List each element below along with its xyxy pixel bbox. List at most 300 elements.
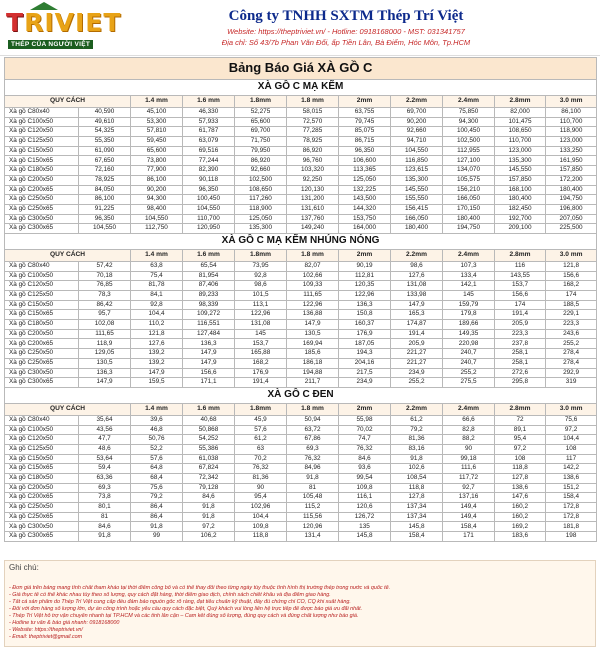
price-cell: 61,787: [183, 127, 235, 137]
price-cell: 135,300: [391, 175, 443, 185]
price-cell: 80,1: [79, 503, 131, 513]
price-cell: 272,6: [495, 368, 546, 378]
price-cell: 149,240: [287, 224, 339, 234]
price-cell: 121,8: [131, 329, 183, 339]
price-cell: 91,8: [287, 474, 339, 484]
price-cell: 109,272: [183, 310, 235, 320]
price-cell: 86,100: [546, 108, 597, 118]
price-cell: 181,8: [546, 522, 597, 532]
price-cell: 135,300: [235, 224, 287, 234]
price-cell: 153,7: [235, 339, 287, 349]
price-cell: 92,660: [391, 127, 443, 137]
price-cell: 76,32: [287, 454, 339, 464]
price-cell: 179,8: [443, 310, 495, 320]
price-cell: 158,4: [391, 532, 443, 542]
table-row: [5, 224, 597, 234]
price-cell: 70,2: [235, 454, 287, 464]
price-cell: 221,27: [391, 358, 443, 368]
price-cell: 91,225: [79, 204, 131, 214]
price-cell: 159,79: [443, 300, 495, 310]
price-cell: 49,610: [79, 117, 131, 127]
price-cell: 132,225: [339, 185, 391, 195]
column-header: 1.4 mm: [131, 249, 183, 261]
price-cell: 73,8: [79, 493, 131, 503]
price-cell: 187,05: [339, 339, 391, 349]
price-cell: 258,1: [495, 358, 546, 368]
row-spec-cell: Xà gồ C250x65: [5, 204, 79, 214]
price-cell: 104,550: [183, 204, 235, 214]
price-cell: 35,64: [79, 415, 131, 425]
price-cell: 164,000: [339, 224, 391, 234]
price-cell: 142,1: [443, 281, 495, 291]
price-cell: 147,9: [183, 358, 235, 368]
price-cell: 139,2: [131, 358, 183, 368]
price-cell: 188,5: [546, 300, 597, 310]
column-header: 1.8 mm: [287, 96, 339, 108]
price-cell: 151,2: [546, 483, 597, 493]
row-spec-cell: Xà gồ C120x50: [5, 435, 79, 445]
price-cell: 108,650: [235, 185, 287, 195]
price-cell: 94,300: [443, 117, 495, 127]
price-cell: 156,6: [495, 291, 546, 301]
price-cell: 137,16: [443, 493, 495, 503]
price-cell: 67,824: [183, 464, 235, 474]
price-cell: 120,6: [339, 503, 391, 513]
price-cell: 110,700: [183, 214, 235, 224]
section-title-row: [5, 233, 597, 249]
price-cell: 65,600: [235, 117, 287, 127]
price-cell: 158,4: [443, 522, 495, 532]
price-cell: 40,68: [183, 415, 235, 425]
price-cell: 205,9: [495, 320, 546, 330]
price-cell: 147,6: [495, 493, 546, 503]
price-cell: 131,4: [287, 532, 339, 542]
row-spec-cell: Xà gồ C100x50: [5, 271, 79, 281]
price-cell: 165,3: [391, 310, 443, 320]
price-cell: 93,6: [339, 464, 391, 474]
price-cell: 55,386: [183, 444, 235, 454]
price-cell: 70,02: [339, 425, 391, 435]
price-cell: 72,570: [287, 117, 339, 127]
table-row: [5, 522, 597, 532]
price-cell: 76,32: [339, 444, 391, 454]
price-cell: 98,339: [183, 300, 235, 310]
price-cell: 73,800: [131, 156, 183, 166]
price-cell: 147,9: [391, 300, 443, 310]
price-cell: 138,6: [495, 483, 546, 493]
price-cell: 292,9: [546, 368, 597, 378]
section-title: XÀ GỒ C MẠ KẼM NHÚNG NÓNG: [5, 233, 597, 249]
price-cell: 107,3: [443, 261, 495, 271]
price-cell: 96,350: [183, 185, 235, 195]
price-cell: 237,8: [495, 339, 546, 349]
price-cell: 76,85: [79, 281, 131, 291]
price-cell: 150,8: [339, 310, 391, 320]
price-cell: 157,850: [495, 175, 546, 185]
table-row: [5, 175, 597, 185]
price-cell: 69,700: [391, 108, 443, 118]
price-cell: 145,550: [391, 185, 443, 195]
table-row: [5, 291, 597, 301]
price-cell: 166,050: [391, 214, 443, 224]
price-cell: 72,342: [183, 474, 235, 484]
price-cell: 176,9: [235, 368, 287, 378]
price-cell: 108: [495, 454, 546, 464]
price-cell: 169,2: [495, 522, 546, 532]
column-header: QUY CÁCH: [5, 249, 131, 261]
price-cell: 120,96: [287, 522, 339, 532]
price-cell: 127,100: [443, 156, 495, 166]
price-cell: 91,8: [391, 454, 443, 464]
price-cell: 99,54: [339, 474, 391, 484]
price-cell: 295,8: [495, 378, 546, 388]
price-cell: 149,35: [443, 329, 495, 339]
price-cell: 102,96: [235, 503, 287, 513]
price-cell: 117,72: [443, 474, 495, 484]
price-cell: 223,3: [495, 329, 546, 339]
price-cell: 158,4: [546, 493, 597, 503]
row-spec-cell: Xà gồ C180x50: [5, 166, 79, 176]
price-cell: 91,8: [183, 512, 235, 522]
price-cell: 59,450: [131, 137, 183, 147]
price-cell: 106,600: [339, 156, 391, 166]
price-cell: 117,260: [235, 195, 287, 205]
column-header: 2.8mm: [495, 249, 546, 261]
price-cell: 125,050: [235, 214, 287, 224]
price-cell: 194,88: [287, 368, 339, 378]
price-cell: 139,2: [131, 349, 183, 359]
column-header: 2.2mm: [391, 403, 443, 415]
row-spec-cell: Xà gồ C150x50: [5, 146, 79, 156]
price-cell: 122,96: [235, 310, 287, 320]
price-cell: 82,390: [183, 166, 235, 176]
price-cell: 69,3: [79, 483, 131, 493]
row-spec-cell: Xà gồ C200x50: [5, 483, 79, 493]
price-cell: 65,600: [131, 146, 183, 156]
row-spec-cell: Xà gồ C150x65: [5, 464, 79, 474]
table-row: [5, 310, 597, 320]
company-logo: [4, 2, 122, 54]
price-cell: 211,7: [287, 378, 339, 388]
price-cell: 97,2: [183, 522, 235, 532]
price-cell: 77,244: [183, 156, 235, 166]
price-cell: 160,2: [495, 512, 546, 522]
price-cell: 86,100: [131, 175, 183, 185]
price-cell: 127,6: [391, 271, 443, 281]
row-spec-cell: Xà gồ C120x50: [5, 281, 79, 291]
section-title-row: [5, 80, 597, 96]
column-header: 2.8mm: [495, 403, 546, 415]
price-cell: 63,755: [339, 108, 391, 118]
price-cell: 98,6: [391, 261, 443, 271]
column-header-row: [5, 249, 597, 261]
price-cell: 96,350: [339, 146, 391, 156]
price-cell: 180,400: [443, 214, 495, 224]
table-row: [5, 444, 597, 454]
price-cell: 153,750: [339, 214, 391, 224]
price-cell: 63,72: [287, 425, 339, 435]
price-cell: 91,8: [79, 532, 131, 542]
price-cell: 116,551: [183, 320, 235, 330]
note-line: - Thép Trí Việt hỗ trợ vận chuyển nhanh tại TP.HCM và các tỉnh lân cận – Cam kết đúng số lượng, đúng quy cách và đúng chất lượng như báo giá.: [9, 613, 359, 619]
price-cell: 59,4: [79, 464, 131, 474]
price-cell: 50,76: [131, 435, 183, 445]
price-cell: 131,610: [287, 204, 339, 214]
price-cell: 82,000: [495, 108, 546, 118]
price-cell: 57,6: [131, 454, 183, 464]
price-cell: 97,2: [546, 425, 597, 435]
price-cell: 57,933: [183, 117, 235, 127]
table-row: [5, 425, 597, 435]
note-line: - Hotline tư vấn & báo giá nhanh: 0918168000: [9, 620, 120, 626]
price-cell: 89,1: [495, 425, 546, 435]
price-cell: 63,8: [131, 261, 183, 271]
price-cell: 145: [443, 291, 495, 301]
price-cell: 92,660: [235, 166, 287, 176]
table-row: [5, 156, 597, 166]
row-spec-cell: Xà gồ C180x50: [5, 320, 79, 330]
price-cell: 123,000: [495, 146, 546, 156]
price-cell: 84,050: [79, 185, 131, 195]
price-cell: 159,5: [131, 378, 183, 388]
price-cell: 46,8: [131, 425, 183, 435]
price-cell: 161,950: [546, 156, 597, 166]
price-cell: 54,325: [79, 127, 131, 137]
price-cell: 88,2: [443, 435, 495, 445]
row-spec-cell: Xà gồ C120x50: [5, 127, 79, 137]
price-cell: 69,516: [183, 146, 235, 156]
price-cell: 110,700: [495, 137, 546, 147]
price-table-container: [4, 57, 596, 542]
price-cell: 74,7: [339, 435, 391, 445]
price-cell: 131,200: [287, 195, 339, 205]
price-cell: 147,9: [131, 368, 183, 378]
price-cell: 95,4: [495, 435, 546, 445]
price-cell: 91,8: [131, 522, 183, 532]
price-cell: 77,285: [287, 127, 339, 137]
price-cell: 137,760: [287, 214, 339, 224]
price-cell: 194,750: [546, 195, 597, 205]
price-cell: 108: [546, 444, 597, 454]
table-row: [5, 474, 597, 484]
column-header: 2mm: [339, 249, 391, 261]
section-title: XÀ GỒ C ĐEN: [5, 387, 597, 403]
price-cell: 63: [235, 444, 287, 454]
row-spec-cell: Xà gồ C125x50: [5, 291, 79, 301]
price-cell: 278,4: [546, 349, 597, 359]
price-cell: 86,4: [131, 512, 183, 522]
price-cell: 61,2: [391, 415, 443, 425]
price-cell: 109,8: [235, 522, 287, 532]
price-cell: 78,3: [79, 291, 131, 301]
price-cell: 143,500: [339, 195, 391, 205]
price-cell: 258,1: [495, 349, 546, 359]
table-row: [5, 415, 597, 425]
section-title-row: [5, 387, 597, 403]
price-cell: 98,400: [131, 204, 183, 214]
row-spec-cell: Xà gồ C300x65: [5, 224, 79, 234]
price-cell: 196,800: [546, 204, 597, 214]
price-cell: 112,955: [443, 146, 495, 156]
column-header: 3.0 mm: [546, 403, 597, 415]
note-line: - Website: https://theptriviet.vn/: [9, 627, 83, 633]
price-cell: 133,4: [443, 271, 495, 281]
price-cell: 129,05: [79, 349, 131, 359]
price-cell: 145,8: [391, 522, 443, 532]
price-cell: 78,925: [79, 175, 131, 185]
column-header: 1.6 mm: [183, 249, 235, 261]
price-cell: 160,2: [495, 503, 546, 513]
notes-title: Ghi chú:: [9, 563, 39, 572]
price-cell: 123,615: [391, 166, 443, 176]
price-table: [4, 57, 597, 542]
table-row: [5, 378, 597, 388]
note-line: - Đối với đơn hàng số lượng lớn, dự án công trình hoặc yêu cầu quy cách đặc biệt, Quý khách vui lòng liên hệ trực tiếp để được báo giá ưu đãi nhất.: [9, 606, 363, 612]
table-row: [5, 281, 597, 291]
price-cell: 90,19: [339, 261, 391, 271]
row-spec-cell: Xà gồ C200x65: [5, 493, 79, 503]
price-cell: 223,3: [546, 320, 597, 330]
row-spec-cell: Xà gồ C300x65: [5, 378, 79, 388]
price-cell: 137,34: [391, 503, 443, 513]
price-cell: 191,4: [235, 378, 287, 388]
price-cell: 123,000: [546, 137, 597, 147]
price-cell: 198: [546, 532, 597, 542]
price-cell: 82,07: [287, 261, 339, 271]
row-spec-cell: Xà gồ C80x40: [5, 415, 79, 425]
price-cell: 118,900: [235, 204, 287, 214]
column-header: 2.4mm: [443, 249, 495, 261]
price-cell: 100,450: [183, 195, 235, 205]
price-cell: 64,8: [131, 464, 183, 474]
price-cell: 207,050: [546, 214, 597, 224]
price-cell: 174: [495, 300, 546, 310]
price-cell: 87,406: [183, 281, 235, 291]
column-header: 1.4 mm: [131, 403, 183, 415]
price-cell: 100,450: [443, 127, 495, 137]
price-cell: 81: [79, 512, 131, 522]
table-row: [5, 271, 597, 281]
price-cell: 168,100: [495, 185, 546, 195]
price-cell: 118,8: [391, 483, 443, 493]
price-cell: 116,1: [339, 493, 391, 503]
price-cell: 115,2: [287, 503, 339, 513]
price-cell: 149,4: [443, 512, 495, 522]
price-cell: 156,6: [183, 368, 235, 378]
price-cell: 67,86: [287, 435, 339, 445]
price-cell: 157,850: [546, 166, 597, 176]
price-cell: 194,3: [339, 349, 391, 359]
price-cell: 127,484: [183, 329, 235, 339]
price-cell: 108,650: [495, 127, 546, 137]
row-spec-cell: Xà gồ C250x50: [5, 195, 79, 205]
price-cell: 130,5: [287, 329, 339, 339]
price-cell: 79,2: [391, 425, 443, 435]
price-cell: 90: [443, 444, 495, 454]
price-cell: 81,78: [131, 281, 183, 291]
price-cell: 50,94: [287, 415, 339, 425]
price-cell: 92,250: [287, 175, 339, 185]
price-cell: 104,550: [391, 146, 443, 156]
price-cell: 120,130: [287, 185, 339, 195]
price-cell: 109,8: [339, 483, 391, 493]
price-cell: 131,08: [391, 281, 443, 291]
price-cell: 142,2: [546, 464, 597, 474]
price-cell: 57,42: [79, 261, 131, 271]
table-row: [5, 329, 597, 339]
price-cell: 43,56: [79, 425, 131, 435]
price-cell: 104,4: [235, 512, 287, 522]
price-cell: 143,55: [495, 271, 546, 281]
price-cell: 102,08: [79, 320, 131, 330]
price-cell: 137,34: [391, 512, 443, 522]
price-cell: 101,5: [235, 291, 287, 301]
price-cell: 191,4: [495, 310, 546, 320]
logo-tagline: THÉP CỦA NGƯỜI VIỆT: [8, 40, 93, 49]
row-spec-cell: Xà gồ C125x50: [5, 444, 79, 454]
price-cell: 70,18: [79, 271, 131, 281]
table-row: [5, 339, 597, 349]
row-spec-cell: Xà gồ C80x40: [5, 108, 79, 118]
table-row: [5, 512, 597, 522]
note-line: - Giá thực tế có thể khác nhau tùy theo số lượng, quy cách đặt hàng, thời điểm giao dịch, chính sách chiết khấu và địa điểm giao hàng.: [9, 592, 331, 598]
price-cell: 84,6: [183, 493, 235, 503]
price-cell: 66,6: [443, 415, 495, 425]
price-cell: 90,200: [131, 185, 183, 195]
price-cell: 136,3: [339, 300, 391, 310]
price-cell: 153,7: [495, 281, 546, 291]
price-cell: 133,98: [391, 291, 443, 301]
price-cell: 117: [546, 454, 597, 464]
price-cell: 120,35: [339, 281, 391, 291]
price-cell: 71,750: [235, 137, 287, 147]
price-cell: 102,500: [443, 137, 495, 147]
price-cell: 53,64: [79, 454, 131, 464]
price-cell: 94,710: [391, 137, 443, 147]
row-spec-cell: Xà gồ C250x50: [5, 349, 79, 359]
price-cell: 45,9: [235, 415, 287, 425]
price-cell: 95,4: [235, 493, 287, 503]
price-cell: 63,079: [183, 137, 235, 147]
price-cell: 57,810: [131, 127, 183, 137]
price-cell: 156,210: [443, 185, 495, 195]
price-cell: 240,7: [443, 358, 495, 368]
column-header: 1.8mm: [235, 403, 287, 415]
column-header: 2.4mm: [443, 403, 495, 415]
price-cell: 104,4: [546, 435, 597, 445]
price-cell: 135: [339, 522, 391, 532]
price-cell: 92,8: [131, 300, 183, 310]
price-cell: 225,500: [546, 224, 597, 234]
price-cell: 81,954: [183, 271, 235, 281]
price-cell: 125,050: [339, 175, 391, 185]
price-cell: 90: [235, 483, 287, 493]
price-cell: 83,16: [391, 444, 443, 454]
price-cell: 110,2: [131, 320, 183, 330]
row-spec-cell: Xà gồ C200x50: [5, 175, 79, 185]
row-spec-cell: Xà gồ C250x65: [5, 358, 79, 368]
price-cell: 105,575: [443, 175, 495, 185]
price-cell: 81: [287, 483, 339, 493]
price-cell: 182,450: [495, 204, 546, 214]
price-cell: 189,66: [443, 320, 495, 330]
price-cell: 102,500: [235, 175, 287, 185]
price-cell: 168,2: [235, 358, 287, 368]
table-row: [5, 368, 597, 378]
price-cell: 113,1: [235, 300, 287, 310]
price-cell: 122,96: [287, 300, 339, 310]
price-cell: 220,98: [443, 339, 495, 349]
